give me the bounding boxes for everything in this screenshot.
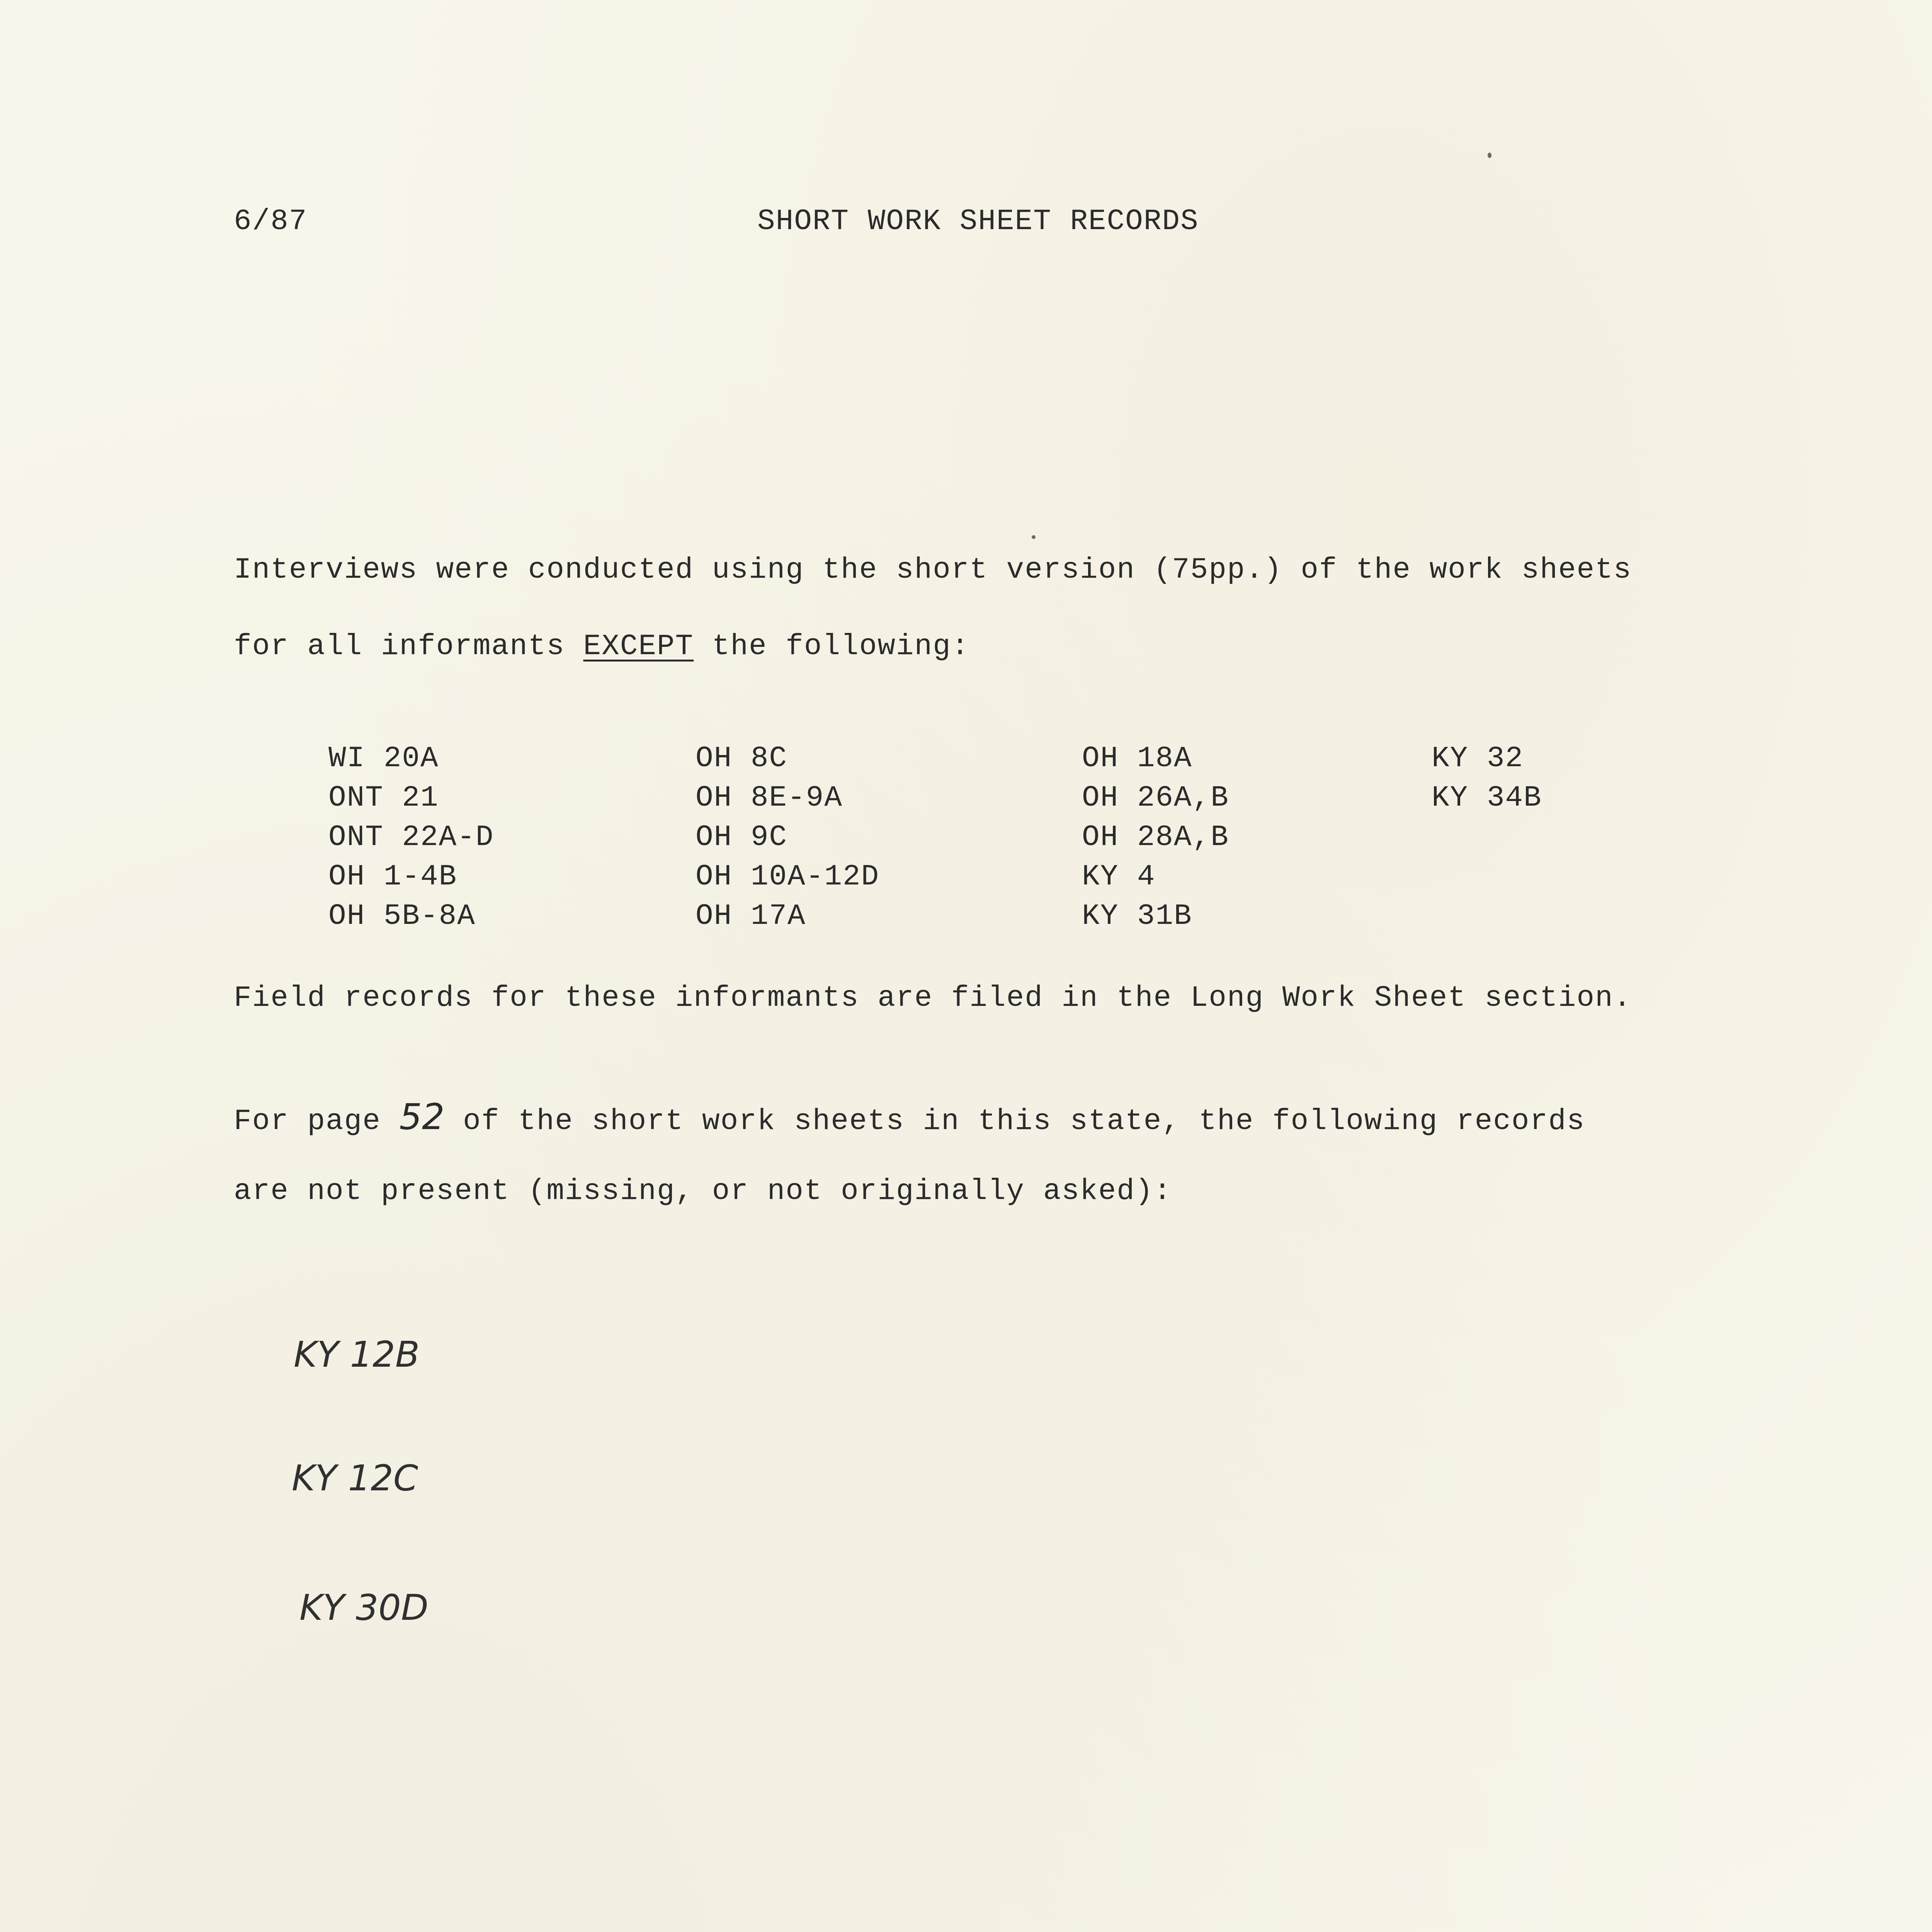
field-records-note: Field records for these informants are filed in the Long Work Sheet section. — [234, 981, 1632, 1015]
except-emphasis: EXCEPT — [583, 630, 694, 663]
informant-column-4 — [1432, 744, 1542, 823]
list-item: OH 5B-8A — [328, 900, 476, 933]
informant-column-1 — [328, 744, 494, 941]
informant-column-3 — [1082, 744, 1229, 941]
list-item: OH 8E-9A — [696, 781, 843, 815]
list-item: ONT 22A-D — [328, 821, 494, 854]
handwritten-record: KY 30D — [299, 1587, 429, 1628]
list-item: KY 34B — [1432, 781, 1542, 815]
list-item: OH 28A,B — [1082, 821, 1229, 854]
list-item: OH 10A-12D — [696, 860, 880, 893]
list-item: OH 26A,B — [1082, 781, 1229, 815]
handwritten-page-number: 52 — [399, 1096, 445, 1138]
intro-line-2-suffix: the following: — [694, 630, 970, 663]
intro-line-2 — [234, 632, 969, 661]
missing-line-1-suffix: of the short work sheets in this state, the following records — [444, 1105, 1585, 1138]
page-title: SHORT WORK SHEET RECORDS — [757, 205, 1199, 238]
intro-line-2-prefix: for all informants — [234, 630, 583, 663]
list-item: OH 9C — [696, 821, 788, 854]
handwritten-record: KY 12B — [294, 1334, 420, 1375]
missing-line-1-prefix: For page — [234, 1105, 400, 1138]
list-item: OH 1-4B — [328, 860, 457, 893]
informant-column-2 — [696, 744, 879, 941]
list-item: OH 17A — [696, 900, 806, 933]
header-date: 6/87 — [234, 205, 308, 238]
handwritten-record: KY 12C — [292, 1458, 418, 1499]
list-item: OH 18A — [1082, 742, 1192, 775]
list-item: OH 8C — [696, 742, 788, 775]
list-item: ONT 21 — [328, 781, 439, 815]
list-item: WI 20A — [328, 742, 439, 775]
paper-speck — [1032, 535, 1036, 539]
missing-line-1 — [234, 1096, 1585, 1138]
intro-line-1: Interviews were conducted using the short version (75pp.) of the work sheets — [234, 553, 1632, 587]
list-item: KY 31B — [1082, 900, 1192, 933]
list-item: KY 4 — [1082, 860, 1156, 893]
missing-line-2: are not present (missing, or not originally asked): — [234, 1175, 1172, 1208]
paper-speck — [1488, 153, 1492, 158]
list-item: KY 32 — [1432, 742, 1524, 775]
